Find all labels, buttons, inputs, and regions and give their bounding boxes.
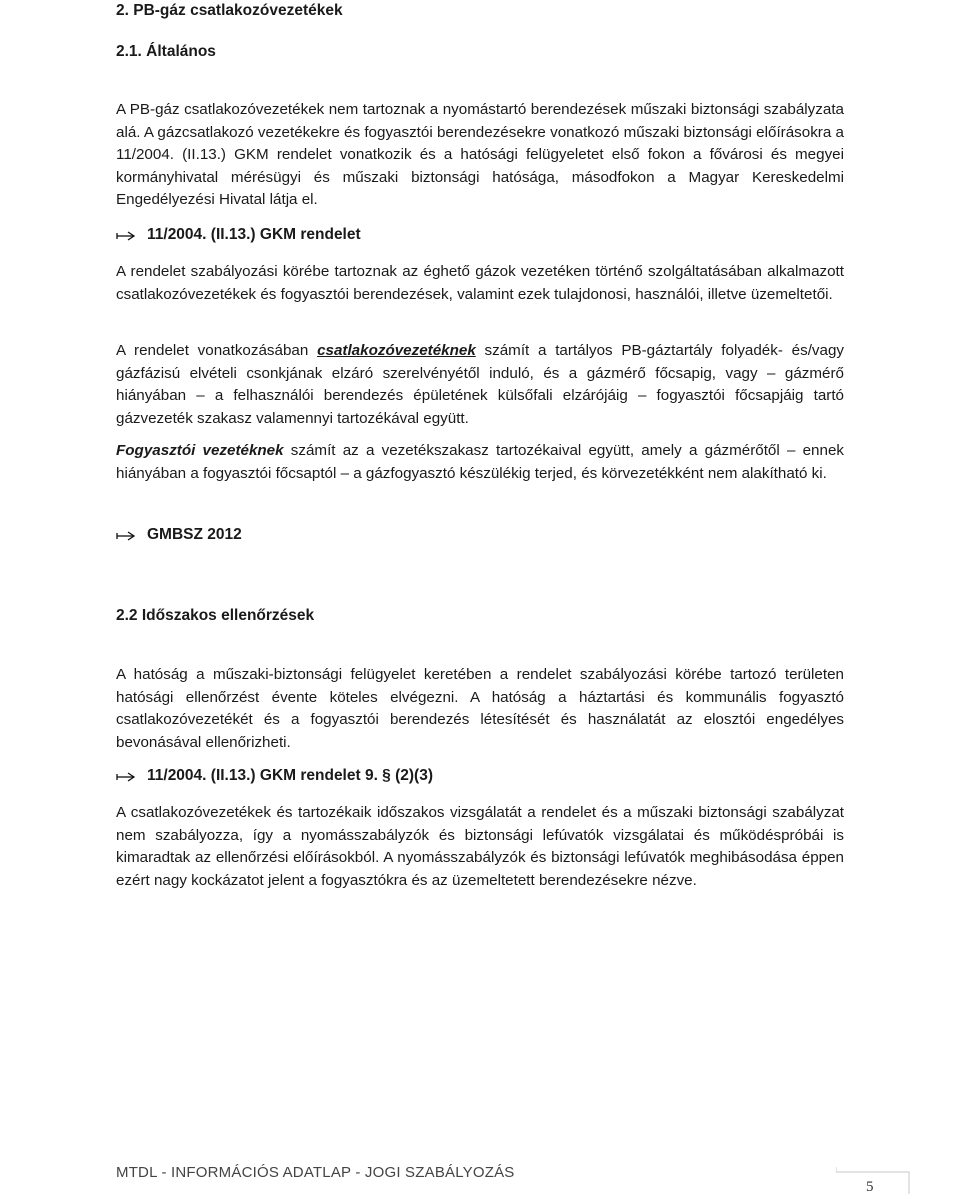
arrow-right-icon [116, 771, 136, 783]
reference-label: 11/2004. (II.13.) GKM rendelet 9. § (2)(3) [147, 767, 434, 784]
definition-body-text: számít az a vezetékszakasz tartozékaival együtt, amely a gázmérőtől – ennek hiányában a fogyasztói főcsaptól – a gázfogyasztó készülékig terjed, és körvezetékként nem alakítható ki. [116, 442, 844, 482]
reference-gkm-rendelet [116, 224, 844, 247]
arrow-right-icon [116, 230, 136, 242]
reference-label: GMBSZ 2012 [147, 526, 242, 543]
reference-label: 11/2004. (II.13.) GKM rendelet [147, 226, 361, 243]
section-heading-2-1: 2.1. Általános [116, 43, 216, 60]
paragraph-periodic-testing: A csatlakozóvezetékek és tartozékaik időszakos vizsgálatát a rendelet és a műszaki biztonsági szabályzat nem szabályozza, így a nyomásszabályzók és biztonsági lefúvatók vizsgálatai és működéspróbái is kimaradtak az ellenőrzési előírásokból. A nyomásszabályzók és biztonsági lefúvatók meghibásodása éppen ezért nagy kockázatot jelent a fogyasztókra és az üzemeltetett berendezésekre nézve. [116, 804, 844, 889]
page-footer: MTDL - INFORMÁCIÓS ADATLAP - JOGI SZABÁLYOZÁS [116, 1164, 515, 1181]
defined-term: csatlakozóvezetéknek [317, 342, 476, 359]
paragraph-csatlakozovezetek-definition [116, 340, 844, 430]
definition-lead-text: A rendelet vonatkozásában [116, 342, 318, 359]
defined-term: Fogyasztói vezetéknek [116, 442, 284, 459]
reference-gmbsz [116, 524, 844, 547]
paragraph-general: A PB-gáz csatlakozóvezetékek nem tartoznak a nyomástartó berendezések műszaki biztonsági szabályzata alá. A gázcsatlakozó vezetékekre és fogyasztói berendezésekre vonatkozó műszaki biztonsági előírásokra a 11/2004. (II.13.) GKM rendelet vonatkozik és a hatósági felügyeletet első fokon a fővárosi és megyei kormányhivatal mérésügyi és műszaki biztonsági hatósága, másodfokon a Magyar Kereskedelmi Engedélyezési Hivatal látja el. [116, 101, 844, 209]
arrow-right-icon [116, 530, 136, 542]
paragraph-scope: A rendelet szabályozási körébe tartoznak az éghető gázok vezetéken történő szolgáltatásában alkalmazott csatlakozóvezetékek és fogyasztói berendezések, valamint ezek tulajdonosi, használói, illetve üzemeltetői. [116, 263, 844, 303]
reference-gkm-rendelet-9 [116, 765, 844, 788]
section-heading-2: 2. PB-gáz csatlakozóvezetékek [116, 2, 343, 19]
paragraph-fogyasztoi-vezetek-definition [116, 440, 844, 485]
paragraph-inspections: A hatóság a műszaki-biztonsági felügyelet keretében a rendelet szabályozási körébe tartozó területen hatósági ellenőrzést évente köteles elvégezni. A hatóság a háztartási és kommunális fogyasztó csatlakozóvezetékét és a fogyasztói berendezés létesítését és használatát az elosztói engedélyes bevonásával ellenőrizheti. [116, 666, 844, 751]
definition-body-text: számít a tartályos PB-gáztartály folyadék- és/vagy gázfázisú elvételi csonkjának elzáró szerelvényétől induló, és a gázmérő főcsapig, vagy – gázmérő hiányában – a felhasználói berendezés épületének külsőfali elzárójáig – fogyasztói főcsapjáig tartó gázvezeték szakasz valamennyi tartozékával együtt. [116, 342, 845, 427]
page-number: 5 [866, 1179, 874, 1195]
section-heading-2-2: 2.2 Időszakos ellenőrzések [116, 607, 315, 624]
